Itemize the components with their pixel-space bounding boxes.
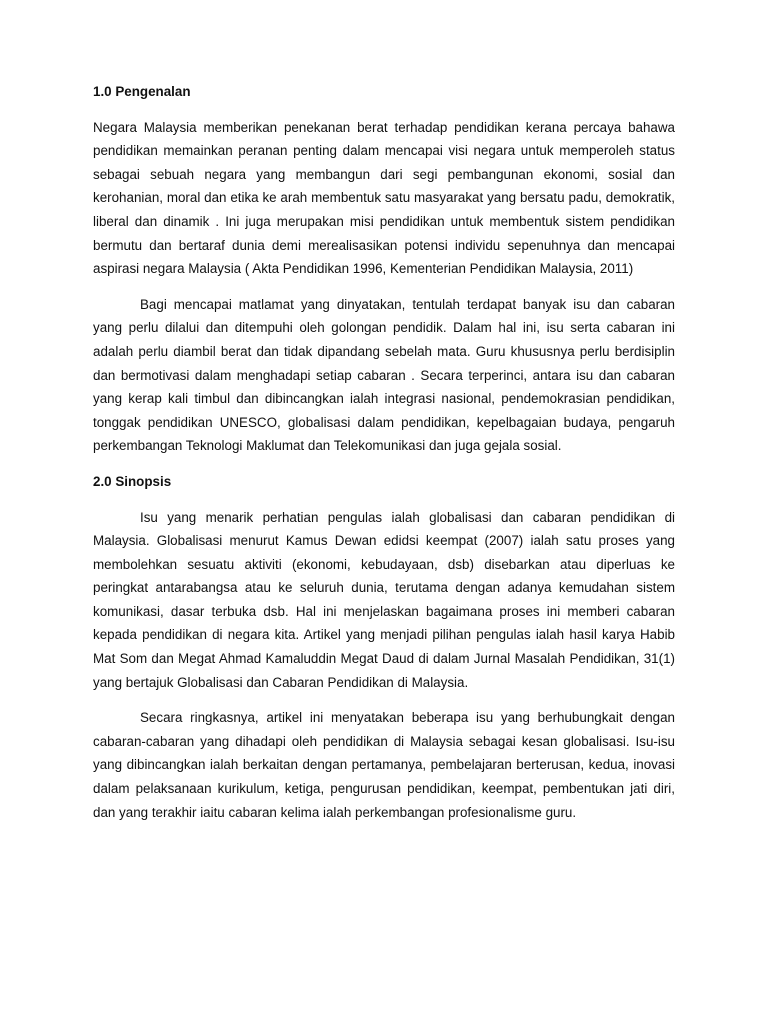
paragraph: Bagi mencapai matlamat yang dinyatakan, tentulah terdapat banyak isu dan cabaran yang perlu dilalui dan ditempuhi oleh golongan pendidik. Dalam hal ini, isu serta cabaran ini adalah perlu diambil berat dan tidak dipandang sebelah mata. Guru khususnya perlu berdisiplin dan bermotivasi dalam menghadapi setiap cabaran . Secara terperinci, antara isu dan cabaran yang kerap kali timbul dan dibincangkan ialah integrasi nasional, pendemokrasian pendidikan, tonggak pendidikan UNESCO, globalisasi dalam pendidikan, kepelbagaian budaya, pengaruh perkembangan Teknologi Maklumat dan Telekomunikasi dan juga gejala sosial. [93, 296, 675, 454]
document-page [93, 80, 675, 836]
paragraph: Isu yang menarik perhatian pengulas ialah globalisasi dan cabaran pendidikan di Malaysia. Globalisasi menurut Kamus Dewan edidsi keempat (2007) ialah satu proses yang membolehkan sesuatu aktiviti (ekonomi, kebudayaan, dsb) disebarkan atau diperluas ke peringkat antarabangsa atau ke seluruh dunia, terutama dengan adanya kemudahan sistem komunikasi, dasar terbuka dsb. Hal ini menjelaskan bagaimana proses ini memberi cabaran kepada pendidikan di negara kita. Artikel yang menjadi pilihan pengulas ialah hasil karya Habib Mat Som dan Megat Ahmad Kamaluddin Megat Daud di dalam Jurnal Masalah Pendidikan, 31(1) yang bertajuk Globalisasi dan Cabaran Pendidikan di Malaysia. [93, 509, 675, 690]
section-heading-pengenalan: 1.0 Pengenalan [93, 84, 191, 99]
section-heading-sinopsis: 2.0 Sinopsis [93, 473, 172, 489]
paragraph: Negara Malaysia memberikan penekanan berat terhadap pendidikan kerana percaya bahawa pendidikan memainkan peranan penting dalam mencapai visi negara untuk memperoleh status sebagai sebuah negara yang membangun dari segi pembangunan ekonomi, sosial dan kerohanian, moral dan etika ke arah membentuk satu masyarakat yang bersatu padu, demokratik, liberal dan dinamik . Ini juga merupakan misi pendidikan untuk membentuk sistem pendidikan bermutu dan bertaraf dunia demi merealisasikan potensi individu sepenuhnya dan mencapai aspirasi negara Malaysia ( Akta Pendidikan 1996, Kementerian Pendidikan Malaysia, 2011) [93, 119, 675, 277]
paragraph: Secara ringkasnya, artikel ini menyatakan beberapa isu yang berhubungkait dengan cabaran-cabaran yang dihadapi oleh pendidikan di Malaysia sebagai kesan globalisasi. Isu-isu yang dibincangkan ialah berkaitan dengan pertamanya, pembelajaran berterusan, kedua, inovasi dalam pelaksanaan kurikulum, ketiga, pengurusan pendidikan, keempat, pembentukan jati diri, dan yang terakhir iaitu cabaran kelima ialah perkembangan profesionalisme guru. [93, 710, 675, 820]
